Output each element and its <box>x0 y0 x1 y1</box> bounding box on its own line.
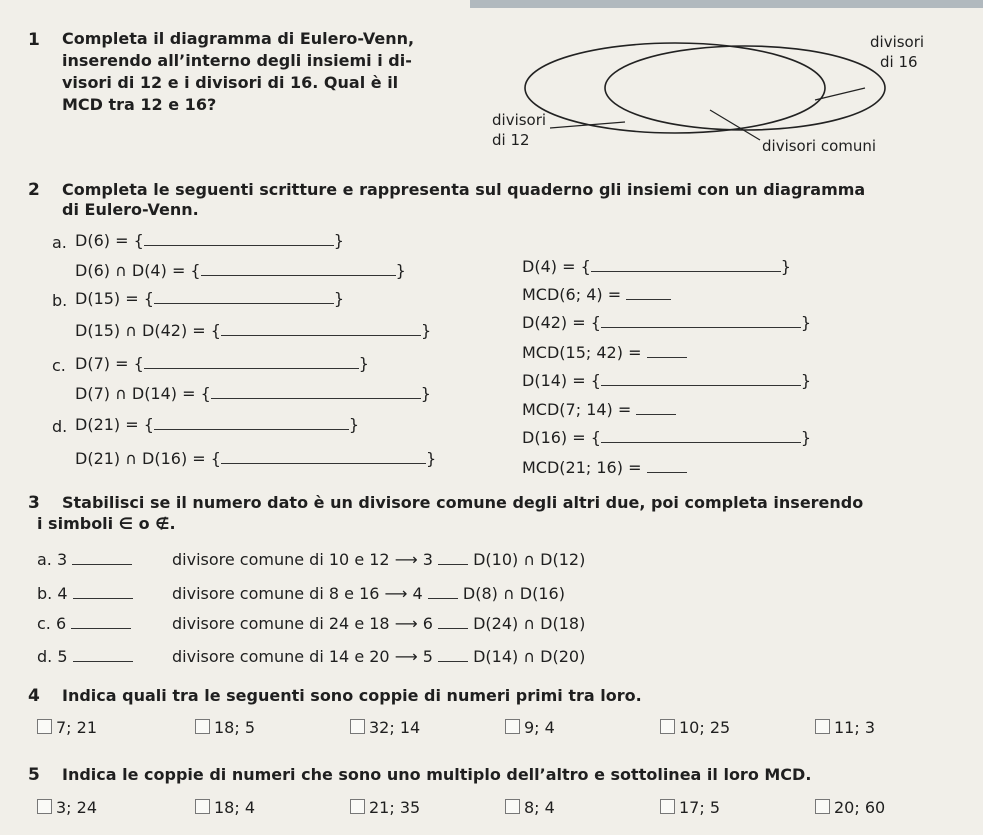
ex5-option-2-label: 18; 4 <box>214 798 256 817</box>
ex2-number: 2 <box>28 180 40 200</box>
ex2-a-set1-label: D(6) = { <box>75 231 144 250</box>
ex5-checkbox-4[interactable] <box>505 799 520 814</box>
ex2-c-set1-blank[interactable] <box>144 368 359 369</box>
ex5-option-3[interactable] <box>350 798 420 817</box>
ex2-d-letter: d. <box>52 417 68 436</box>
ex3-d-n: 5 <box>57 647 68 666</box>
arrow-16-line <box>815 88 865 100</box>
ex3-b-text-wrap <box>172 584 565 603</box>
ex2-a-letter: a. <box>52 233 67 252</box>
ex3-c-letter: c. <box>37 614 51 633</box>
ex3-b-text: divisore comune di 8 e 16 <box>172 584 380 603</box>
ex3-a-letter: a. <box>37 550 52 569</box>
ex1-line-3: visori di 12 e i divisori di 16. Qual è il <box>62 73 399 92</box>
ex4-option-6-label: 11; 3 <box>834 718 876 737</box>
ex3-b-n2: 4 <box>412 584 423 603</box>
ex2-c-set2-brace: } <box>800 371 812 390</box>
ex3-a-blank2[interactable] <box>438 564 468 565</box>
ex3-c-n: 6 <box>55 614 67 633</box>
ex4-option-2[interactable] <box>195 718 255 737</box>
ex2-b-set2-blank[interactable] <box>601 327 801 328</box>
ex3-b-arrow: ⟶ <box>384 584 408 603</box>
ex2-a-set2-brace: } <box>780 257 791 276</box>
ex5-checkbox-2[interactable] <box>195 799 210 814</box>
ex3-c-text-wrap <box>172 614 585 633</box>
arrow-12-line <box>550 122 625 128</box>
venn-circle-12[interactable] <box>525 43 825 133</box>
ex3-title-2: i simboli ∈ o ∉. <box>37 514 176 533</box>
ex4-checkbox-2[interactable] <box>195 719 210 734</box>
ex4-checkbox-3[interactable] <box>350 719 365 734</box>
ex3-b[interactable] <box>37 584 133 603</box>
ex4-option-2-label: 18; 5 <box>214 718 256 737</box>
ex3-d-n2: 5 <box>422 647 433 666</box>
ex2-b-mcd-label: MCD(15; 42) = <box>522 343 642 362</box>
ex2-c-mcd-blank[interactable] <box>636 414 676 415</box>
ex2-d-set1-brace: } <box>348 415 360 434</box>
ex3-a-text-wrap <box>172 550 585 569</box>
ex2-a-set1-brace: } <box>333 231 344 250</box>
ex3-a-n2: 3 <box>422 550 433 569</box>
ex2-b-set1-label: D(15) = { <box>75 289 154 308</box>
ex2-b-letter: b. <box>52 291 68 310</box>
venn-label-common: divisori comuni <box>762 137 877 155</box>
ex3-d-letter: d. <box>37 647 53 666</box>
ex2-a-inter-brace: } <box>395 261 406 280</box>
ex2-d-inter-blank[interactable] <box>221 463 426 464</box>
ex4-checkbox-6[interactable] <box>815 719 830 734</box>
ex3-d-blank2[interactable] <box>438 661 468 662</box>
ex3-a-blank1[interactable] <box>72 564 132 565</box>
ex4-option-3-label: 32; 14 <box>369 718 421 737</box>
ex3-a-arrow: ⟶ <box>394 550 418 569</box>
ex2-a-set2-blank[interactable] <box>591 271 781 272</box>
ex3-a-text: divisore comune di 10 e 12 <box>172 550 390 569</box>
ex2-d-set1[interactable] <box>75 415 359 434</box>
ex2-b-mcd[interactable] <box>522 343 687 362</box>
ex2-title-2: di Eulero-Venn. <box>62 200 199 219</box>
ex2-c-set2[interactable] <box>522 371 811 390</box>
ex2-a-set2-label: D(4) = { <box>522 257 591 276</box>
ex2-d-set2-brace: } <box>800 428 812 447</box>
ex4-option-1-label: 7; 21 <box>56 718 98 737</box>
ex4-checkbox-4[interactable] <box>505 719 520 734</box>
ex3-b-n: 4 <box>57 584 68 603</box>
ex5-option-6-label: 20; 60 <box>834 798 886 817</box>
ex2-c-set2-blank[interactable] <box>601 385 801 386</box>
ex4-checkbox-5[interactable] <box>660 719 675 734</box>
ex5-option-5[interactable] <box>660 798 720 817</box>
ex2-d-set2-blank[interactable] <box>601 442 801 443</box>
ex3-a[interactable] <box>37 550 132 569</box>
ex5-option-4-label: 8; 4 <box>524 798 555 817</box>
ex5-checkbox-3[interactable] <box>350 799 365 814</box>
ex3-a-n: 3 <box>56 550 68 569</box>
ex2-b-inter[interactable] <box>75 321 431 340</box>
ex3-b-blank1[interactable] <box>73 598 133 599</box>
ex3-b-letter: b. <box>37 584 53 603</box>
venn-label-16-line2: di 16 <box>880 53 918 71</box>
ex5-option-1-label: 3; 24 <box>56 798 98 817</box>
ex5-checkbox-5[interactable] <box>660 799 675 814</box>
ex5-checkbox-6[interactable] <box>815 799 830 814</box>
ex5-number: 5 <box>28 765 40 785</box>
ex3-d[interactable] <box>37 647 133 666</box>
ex2-a-mcd[interactable] <box>522 285 671 304</box>
ex1-line-4: MCD tra 12 e 16? <box>62 95 217 114</box>
ex2-c-mcd-label: MCD(7; 14) = <box>522 400 632 419</box>
ex2-d-mcd-blank[interactable] <box>647 472 687 473</box>
ex4-option-6[interactable] <box>815 718 875 737</box>
ex5-option-4[interactable] <box>505 798 555 817</box>
ex4-title: Indica quali tra le seguenti sono coppie di numeri primi tra loro. <box>62 686 642 705</box>
ex2-d-mcd-label: MCD(21; 16) = <box>522 458 642 477</box>
ex4-checkbox-1[interactable] <box>37 719 52 734</box>
ex2-c-inter[interactable] <box>75 384 431 403</box>
arrow-common-line <box>710 110 760 140</box>
ex2-c-set1-brace: } <box>358 354 369 373</box>
ex2-a-set2[interactable] <box>522 257 791 276</box>
ex2-c-set2-label: D(14) = { <box>522 371 601 390</box>
ex3-c-blank1[interactable] <box>71 628 131 629</box>
ex3-d-set: D(14) ∩ D(20) <box>473 647 586 666</box>
venn-label-16-line1: divisori <box>870 33 925 51</box>
ex5-option-6[interactable] <box>815 798 885 817</box>
ex2-a-inter-blank[interactable] <box>201 275 396 276</box>
ex2-d-set1-blank[interactable] <box>154 429 349 430</box>
ex3-d-blank1[interactable] <box>73 661 133 662</box>
venn-circle-16[interactable] <box>605 46 885 130</box>
ex1-line-1: Completa il diagramma di Eulero-Venn, <box>62 29 415 48</box>
ex2-c-letter: c. <box>52 356 66 375</box>
ex2-a-mcd-label: MCD(6; 4) = <box>522 285 622 304</box>
ex2-a-inter[interactable] <box>75 261 406 280</box>
ex2-a-mcd-blank[interactable] <box>626 299 671 300</box>
ex2-d-set2[interactable] <box>522 428 811 447</box>
ex2-d-set1-label: D(21) = { <box>75 415 154 434</box>
ex5-option-5-label: 17; 5 <box>679 798 721 817</box>
ex3-c-arrow: ⟶ <box>394 614 418 633</box>
venn-label-12-line1: divisori <box>492 111 547 129</box>
ex2-b-inter-brace: } <box>420 321 432 340</box>
ex4-option-5[interactable] <box>660 718 730 737</box>
ex2-d-set2-label: D(16) = { <box>522 428 601 447</box>
ex3-c-blank2[interactable] <box>438 628 468 629</box>
ex2-b-inter-label: D(15) ∩ D(42) = { <box>75 321 221 340</box>
ex3-b-set: D(8) ∩ D(16) <box>462 584 565 603</box>
ex2-b-set1-brace: } <box>333 289 345 308</box>
ex2-c-mcd[interactable] <box>522 400 676 419</box>
ex2-a-set1[interactable] <box>75 231 344 250</box>
venn-label-12-line2: di 12 <box>492 131 530 149</box>
ex3-c[interactable] <box>37 614 131 633</box>
ex2-c-set1[interactable] <box>75 354 369 373</box>
ex2-b-set2[interactable] <box>522 313 811 332</box>
ex2-c-inter-blank[interactable] <box>211 398 421 399</box>
ex2-a-set1-blank[interactable] <box>144 245 334 246</box>
ex3-d-text-wrap <box>172 647 585 666</box>
ex3-number: 3 <box>28 493 40 513</box>
ex3-c-text: divisore comune di 24 e 18 <box>172 614 390 633</box>
ex5-option-3-label: 21; 35 <box>369 798 421 817</box>
ex2-b-set2-label: D(42) = { <box>522 313 601 332</box>
ex3-title-1: Stabilisci se il numero dato è un divisore comune degli altri due, poi completa inserendo <box>62 493 864 512</box>
ex1-number: 1 <box>28 30 40 50</box>
ex2-a-inter-label: D(6) ∩ D(4) = { <box>75 261 201 280</box>
ex4-option-5-label: 10; 25 <box>679 718 731 737</box>
ex2-b-set1-blank[interactable] <box>154 303 334 304</box>
ex4-option-1[interactable] <box>37 718 97 737</box>
ex2-c-inter-label: D(7) ∩ D(14) = { <box>75 384 211 403</box>
ex3-d-arrow: ⟶ <box>394 647 418 666</box>
ex2-b-set1[interactable] <box>75 289 344 308</box>
ex2-b-inter-blank[interactable] <box>221 335 421 336</box>
ex3-a-set: D(10) ∩ D(12) <box>473 550 586 569</box>
ex2-b-mcd-blank[interactable] <box>647 357 687 358</box>
ex1-line-2: inserendo all’interno degli insiemi i di- <box>62 51 412 70</box>
ex2-c-inter-brace: } <box>420 384 431 403</box>
ex2-d-inter-brace: } <box>425 449 437 468</box>
page-top-band <box>470 0 983 8</box>
ex2-b-set2-brace: } <box>800 313 812 332</box>
ex5-option-1[interactable] <box>37 798 97 817</box>
ex2-d-inter[interactable] <box>75 449 436 468</box>
ex4-option-4[interactable] <box>505 718 555 737</box>
ex2-title-1: Completa le seguenti scritture e rappresenta sul quaderno gli insiemi con un diagramma <box>62 180 866 199</box>
ex5-checkbox-1[interactable] <box>37 799 52 814</box>
ex4-number: 4 <box>28 686 40 706</box>
ex3-c-n2: 6 <box>422 614 433 633</box>
ex3-b-blank2[interactable] <box>428 598 458 599</box>
ex3-d-text: divisore comune di 14 e 20 <box>172 647 390 666</box>
ex4-option-4-label: 9; 4 <box>524 718 555 737</box>
ex2-c-set1-label: D(7) = { <box>75 354 144 373</box>
ex5-option-2[interactable] <box>195 798 255 817</box>
ex2-d-mcd[interactable] <box>522 458 687 477</box>
ex3-c-set: D(24) ∩ D(18) <box>473 614 586 633</box>
ex2-d-inter-label: D(21) ∩ D(16) = { <box>75 449 221 468</box>
ex4-option-3[interactable] <box>350 718 420 737</box>
ex5-title: Indica le coppie di numeri che sono uno multiplo dell’altro e sottolinea il loro MCD. <box>62 765 812 784</box>
